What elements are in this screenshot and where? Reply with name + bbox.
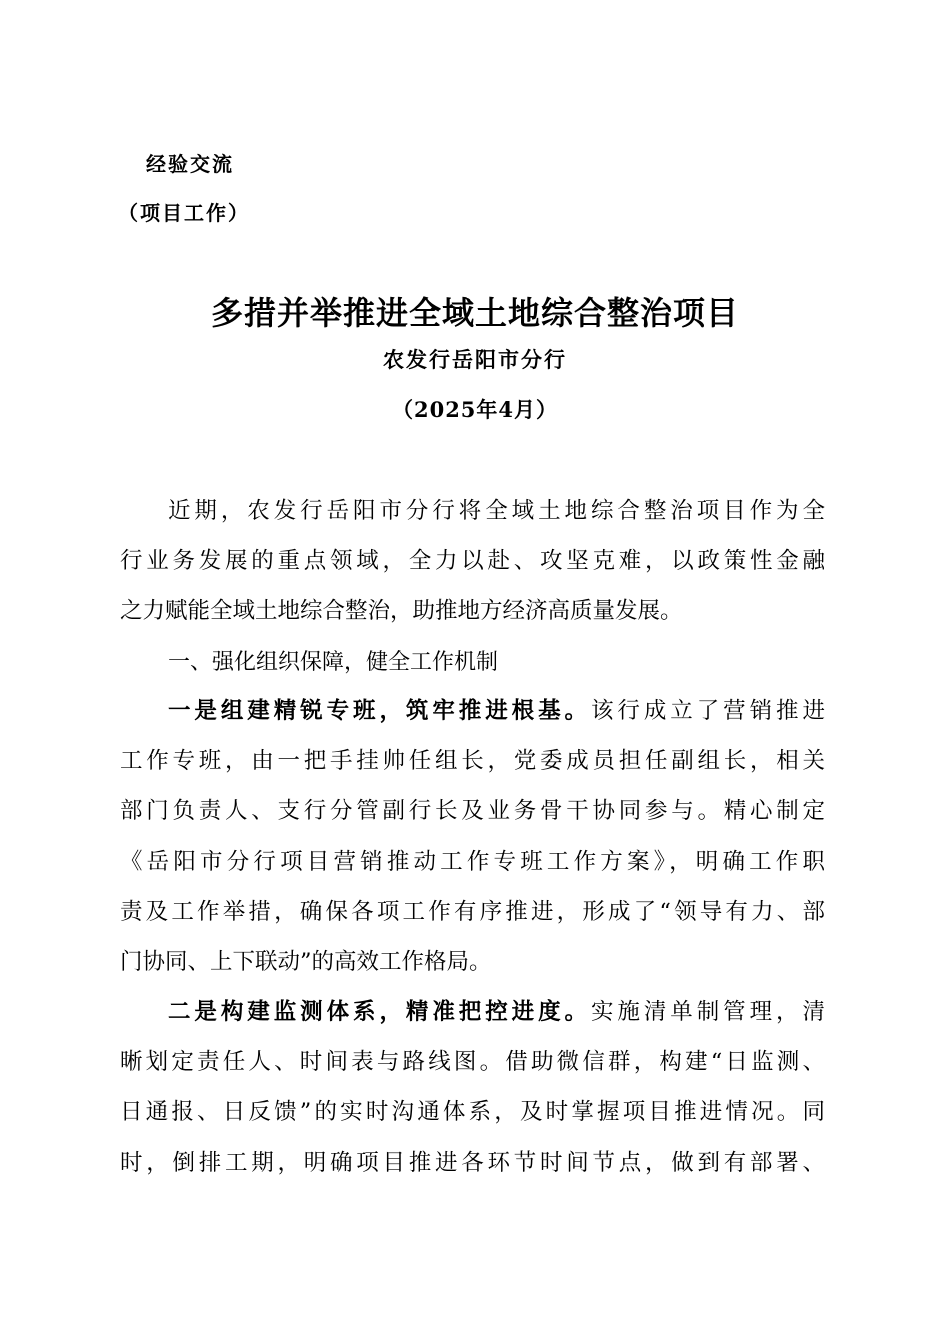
para1-lead: 一是组建精锐专班，筑牢推进根基。 bbox=[168, 698, 591, 724]
section-heading: 一、强化组织保障，健全工作机制 bbox=[168, 650, 499, 675]
intro-line-3: 之力赋能全域土地综合整治，助推地方经济高质量发展。 bbox=[120, 598, 683, 624]
para2-first-rest: 实施清单制管理，清 bbox=[590, 999, 825, 1025]
document-title: 多措并举推进全域土地综合整治项目 bbox=[210, 294, 739, 332]
para1-line: 部门负责人、支行分管副行长及业务骨干协同参与。精心制定 bbox=[120, 798, 825, 824]
para2-line: 晰划定责任人、时间表与路线图。借助微信群，构建“日监测、 bbox=[120, 1049, 825, 1075]
category-label: 经验交流 bbox=[146, 152, 234, 176]
date-line: （2025年4月） bbox=[391, 397, 559, 422]
para1-line: 工作专班，由一把手挂帅任组长，党委成员担任副组长，相关 bbox=[120, 748, 825, 774]
para1-first-line bbox=[168, 694, 825, 728]
para2-line: 日通报、日反馈”的实时沟通体系，及时掌握项目推进情况。同 bbox=[120, 1099, 825, 1125]
para1-first-rest: 该行成立了营销推进 bbox=[590, 698, 825, 724]
para1-line: 门协同、上下联动”的高效工作格局。 bbox=[120, 949, 492, 975]
para2-lead: 二是构建监测体系，精准把控进度。 bbox=[168, 999, 591, 1025]
author-line: 农发行岳阳市分行 bbox=[383, 347, 567, 372]
para1-line: 《岳阳市分行项目营销推动工作专班工作方案》，明确工作职 bbox=[120, 849, 825, 875]
para2-first-line bbox=[168, 995, 825, 1029]
intro-line-2: 行业务发展的重点领域，全力以赴、攻坚克难，以政策性金融 bbox=[120, 548, 825, 574]
para1-line: 责及工作举措，确保各项工作有序推进，形成了“领导有力、部 bbox=[120, 899, 825, 925]
intro-line-1: 近期，农发行岳阳市分行将全域土地综合整治项目作为全 bbox=[168, 498, 825, 524]
para2-line: 时，倒排工期，明确项目推进各环节时间节点，做到有部署、 bbox=[120, 1150, 825, 1176]
subcategory-label: （项目工作） bbox=[118, 201, 250, 225]
